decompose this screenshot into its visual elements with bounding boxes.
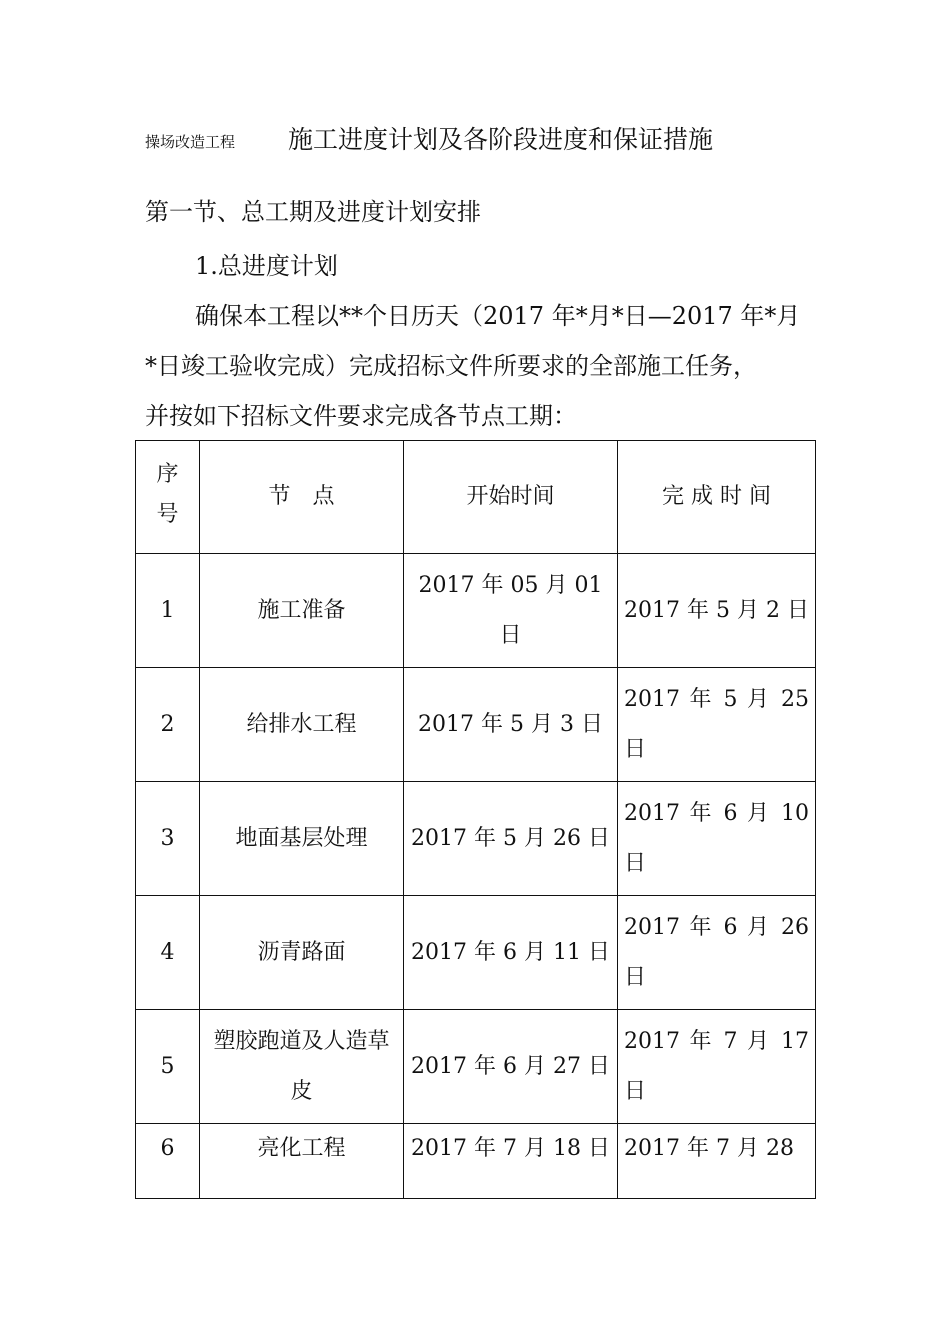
cell-node: 施工准备	[200, 554, 404, 668]
cell-seq: 1	[136, 554, 200, 668]
paragraph-line-2: *日竣工验收完成）完成招标文件所要求的全部施工任务，	[145, 352, 757, 380]
table-row	[136, 1010, 816, 1124]
cell-end: 2017 年 5 月 25 日	[618, 668, 816, 782]
header-node: 节 点	[200, 441, 404, 554]
subsection-heading: 1.总进度计划	[195, 252, 338, 280]
table-header-row	[136, 441, 816, 554]
table-row	[136, 896, 816, 1010]
table-row	[136, 554, 816, 668]
cell-start: 2017 年 5 月 26 日	[404, 782, 618, 896]
schedule-table	[135, 440, 816, 1199]
header-seq: 序号	[136, 441, 200, 554]
header-end: 完 成 时 间	[618, 441, 816, 554]
section-heading: 第一节、总工期及进度计划安排	[145, 198, 481, 226]
cell-seq: 2	[136, 668, 200, 782]
document-title: 施工进度计划及各阶段进度和保证措施	[288, 125, 714, 154]
cell-end: 2017 年 7 月 28	[618, 1124, 816, 1199]
cell-end: 2017 年 6 月 26 日	[618, 896, 816, 1010]
cell-node: 给排水工程	[200, 668, 404, 782]
cell-seq: 4	[136, 896, 200, 1010]
table-row	[136, 782, 816, 896]
cell-seq: 6	[136, 1124, 200, 1199]
cell-start: 2017 年 5 月 3 日	[404, 668, 618, 782]
cell-start: 2017 年 6 月 27 日	[404, 1010, 618, 1124]
header-project-name: 操场改造工程	[145, 133, 236, 151]
cell-node: 塑胶跑道及人造草皮	[200, 1010, 404, 1124]
cell-node: 地面基层处理	[200, 782, 404, 896]
cell-node: 亮化工程	[200, 1124, 404, 1199]
table-row	[136, 1124, 816, 1199]
paragraph-line-3: 并按如下招标文件要求完成各节点工期：	[145, 402, 577, 430]
cell-start: 2017 年 6 月 11 日	[404, 896, 618, 1010]
cell-end: 2017 年 7 月 17 日	[618, 1010, 816, 1124]
cell-seq: 3	[136, 782, 200, 896]
cell-start: 2017 年 05 月 01 日	[404, 554, 618, 668]
cell-end: 2017 年 6 月 10 日	[618, 782, 816, 896]
cell-start: 2017 年 7 月 18 日	[404, 1124, 618, 1199]
table-row	[136, 668, 816, 782]
cell-node: 沥青路面	[200, 896, 404, 1010]
header-start: 开始时间	[404, 441, 618, 554]
cell-end: 2017 年 5 月 2 日	[618, 554, 816, 668]
cell-seq: 5	[136, 1010, 200, 1124]
paragraph-line-1: 确保本工程以**个日历天（2017 年*月*日—2017 年*月	[195, 302, 801, 330]
